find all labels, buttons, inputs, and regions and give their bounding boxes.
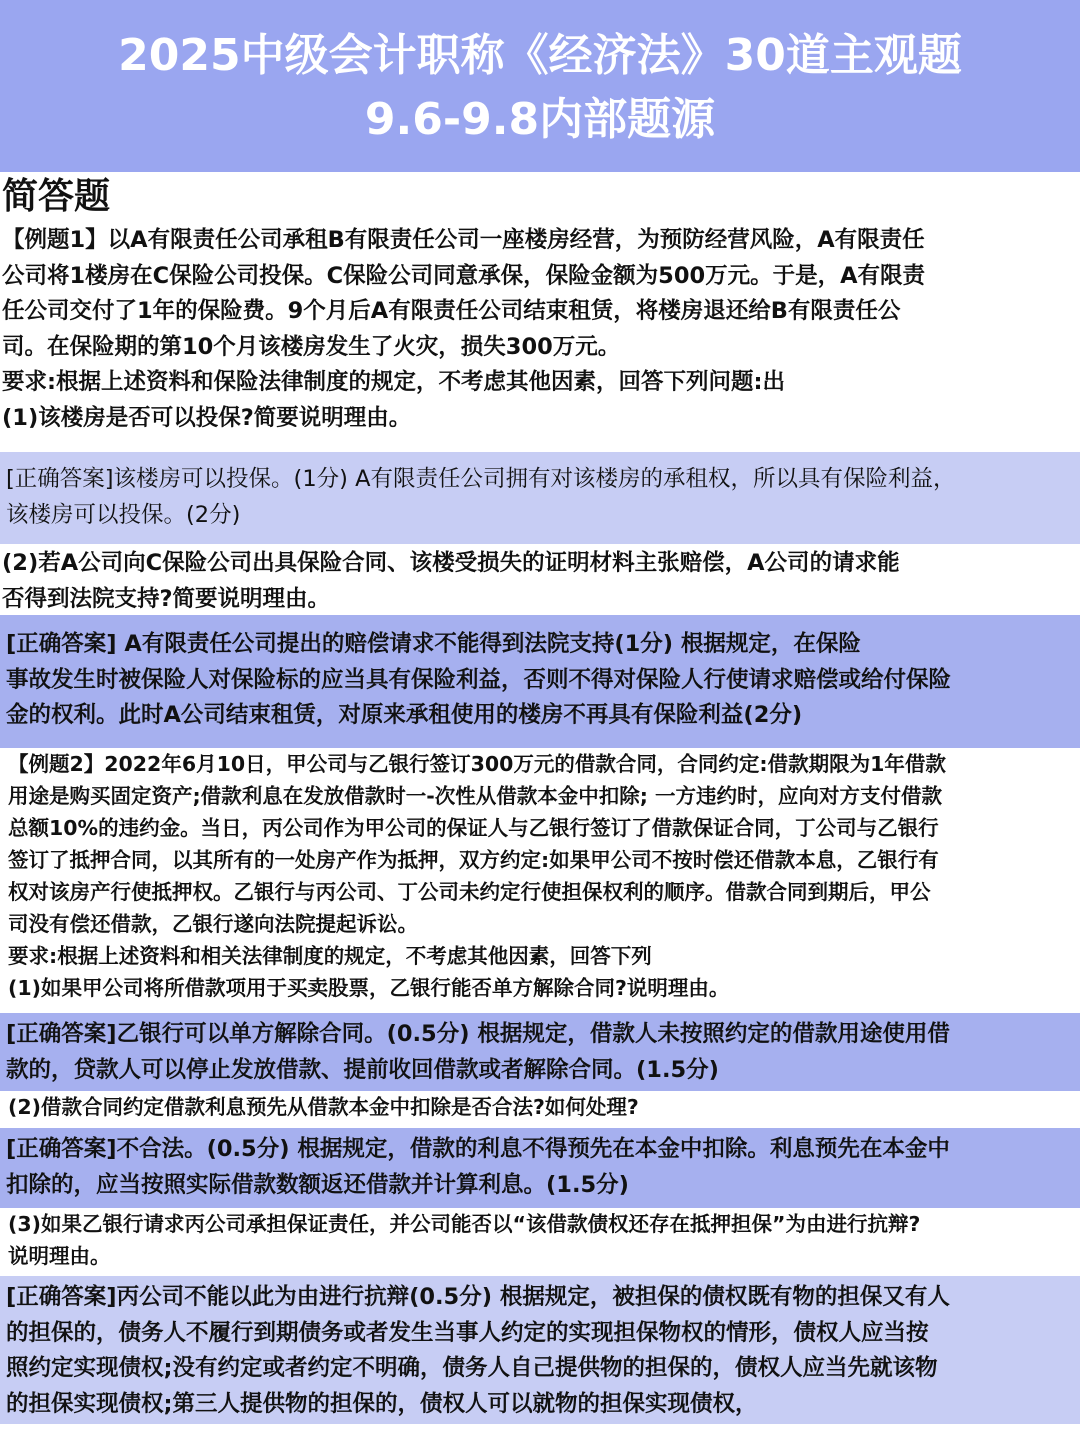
example2-question <box>0 748 1080 1004</box>
example2-answer2 <box>0 1128 1080 1208</box>
text-line: [正确答案]乙银行可以单方解除合同。(0.5分) 根据规定，借款人未按照约定的借款用途使用借 <box>6 1021 950 1047</box>
text-line: 总额10%的违约金。当日，丙公司作为甲公司的保证人与乙银行签订了借款保证合同，丁公司与乙银行 <box>8 816 939 840</box>
text-line: [正确答案]丙公司不能以此为由进行抗辩(0.5分) 根据规定，被担保的债权既有物的担保又有人 <box>6 1284 950 1310</box>
example2-answer3 <box>0 1276 1080 1424</box>
text-line: [正确答案]该楼房可以投保。(1分) A有限责任公司拥有对该楼房的承租权，所以具有保险利益， <box>6 466 956 492</box>
text-line: 要求:根据上述资料和保险法律制度的规定，不考虑其他因素，回答下列问题:出 <box>2 369 785 395</box>
section-title: 简答题 <box>2 176 111 217</box>
text-line: [正确答案] A有限责任公司提出的赔偿请求不能得到法院支持(1分) 根据规定，在保险 <box>6 631 861 657</box>
text-line: 否得到法院支持?简要说明理由。 <box>2 585 331 612</box>
example2-question2 <box>0 1091 1080 1123</box>
text-line: 公司将1楼房在C保险公司投保。C保险公司同意承保，保险金额为500万元。于是，A有限责 <box>2 262 926 289</box>
text-line: 权对该房产行使抵押权。乙银行与丙公司、丁公司未约定行使担保权利的顺序。借款合同到期后，甲公 <box>8 880 931 904</box>
text-line: (2)借款合同约定借款利息预先从借款本金中扣除是否合法?如何处理? <box>8 1095 639 1119</box>
text-line: 事故发生时被保险人对保险标的应当具有保险利益，否则不得对保险人行使请求赔偿或给付保险 <box>6 666 952 693</box>
text-line: 款的，贷款人可以停止发放借款、提前收回借款或者解除合同。(1.5分) <box>6 1056 719 1083</box>
example1-question <box>0 223 1080 436</box>
example1-answer2 <box>0 615 1080 748</box>
text-line: 金的权利。此时A公司结束租赁，对原来承租使用的楼房不再具有保险利益(2分) <box>6 702 803 728</box>
text-line: 司没有偿还借款，乙银行遂向法院提起诉讼。 <box>8 912 418 936</box>
text-line: 说明理由。 <box>8 1244 111 1268</box>
text-line: 【例题2】2022年6月10日，甲公司与乙银行签订300万元的借款合同，合同约定:借款期限为1年借款 <box>8 752 946 776</box>
text-line: 的担保的，债务人不履行到期债务或者发生当事人约定的实现担保物权的情形，债权人应当按 <box>6 1319 929 1346</box>
text-line: (1)如果甲公司将所借款项用于买卖股票，乙银行能否单方解除合同?说明理由。 <box>8 976 730 1000</box>
text-line: 扣除的，应当按照实际借款数额返还借款并计算利息。(1.5分) <box>6 1171 629 1198</box>
text-line: 用途是购买固定资产;借款利息在发放借款时一-次性从借款本金中扣除; 一方违约时，应向对方支付借款 <box>8 784 943 808</box>
example2-answer1 <box>0 1013 1080 1091</box>
text-line: (2)若A公司向C保险公司出具保险合同、该楼受损失的证明材料主张赔偿，A公司的请求能 <box>2 550 900 576</box>
text-line: 签订了抵押合同，以其所有的一处房产作为抵押，双方约定:如果甲公司不按时偿还借款本息，乙银行有 <box>8 848 939 872</box>
text-line: 【例题1】以A有限责任公司承租B有限责任公司一座楼房经营，为预防经营风险，A有限责任 <box>2 227 925 253</box>
example1-answer1 <box>0 452 1080 544</box>
text-line: (3)如果乙银行请求丙公司承担保证责任，并公司能否以“该借款债权还存在抵押担保”为由进行抗辩? <box>8 1212 921 1236</box>
text-line: 任公司交付了1年的保险费。9个月后A有限责任公司结束租赁，将楼房退还给B有限责任公 <box>2 298 901 324</box>
text-line: 该楼房可以投保。(2分) <box>6 501 241 528</box>
text-line: 司。在保险期的第10个月该楼房发生了火灾，损失300万元。 <box>2 333 621 360</box>
page-title: 2025中级会计职称《经济法》30道主观题 <box>118 30 962 81</box>
example2-question3 <box>0 1208 1080 1272</box>
example1-question2 <box>0 546 1080 617</box>
text-line: 要求:根据上述资料和相关法律制度的规定，不考虑其他因素，回答下列 <box>8 944 652 968</box>
text-line: [正确答案]不合法。(0.5分) 根据规定，借款的利息不得预先在本金中扣除。利息预先在本金中 <box>6 1136 950 1162</box>
text-line: 的担保实现债权;第三人提供物的担保的，债权人可以就物的担保实现债权， <box>6 1390 758 1417</box>
page-subtitle: 9.6-9.8内部题源 <box>364 94 716 145</box>
text-line: (1)该楼房是否可以投保?简要说明理由。 <box>2 404 412 431</box>
text-line: 照约定实现债权;没有约定或者约定不明确，债务人自己提供物的担保的，债权人应当先就该物 <box>6 1355 938 1381</box>
header-banner <box>0 0 1080 172</box>
